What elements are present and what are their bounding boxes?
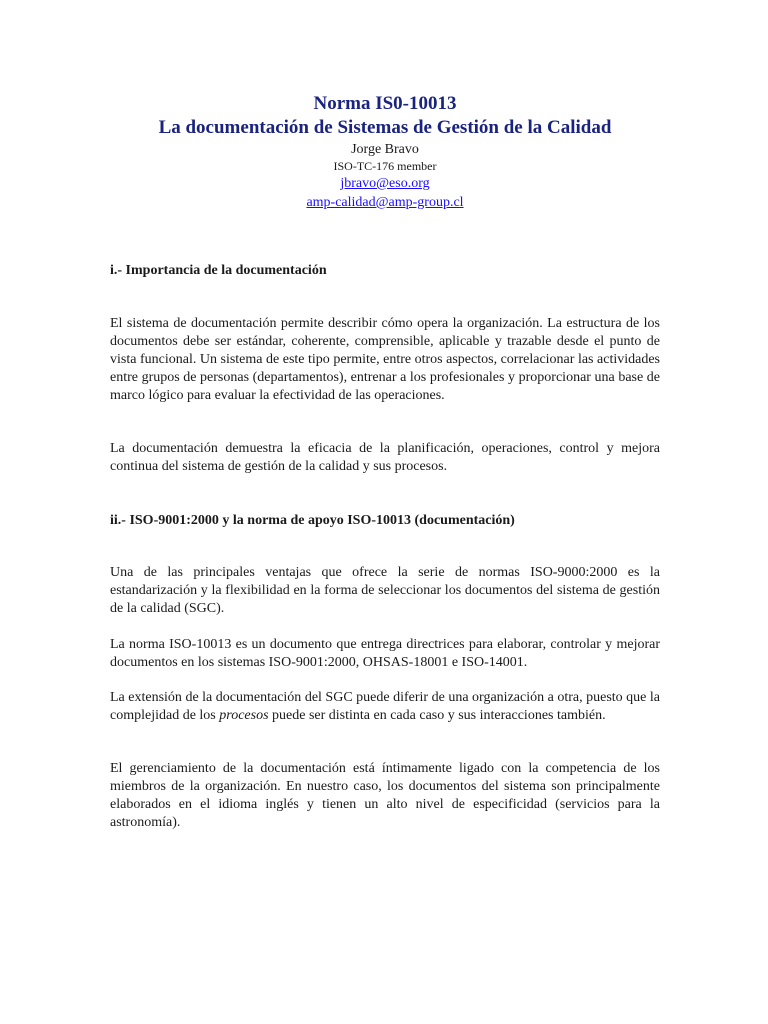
author-affiliation: ISO-TC-176 member <box>333 159 437 173</box>
section1-paragraph-1: El sistema de documentación permite describir cómo opera la organización. La estructura de los documentos debe ser estándar, coherente, comprensible, aplicable y trazable desde el punto de vista funcional. Un sistema de este tipo permite, entre otros aspectos, correlacionar las actividades entre grupos de personas (departamentos), entrenar a los profesionales y proporcionar una base de marco lógico para evaluar la efectividad de las operaciones. <box>110 316 660 403</box>
document-subtitle: La documentación de Sistemas de Gestión de la Calidad <box>158 117 612 138</box>
email-link-amp-calidad[interactable]: amp-calidad@amp-group.cl <box>306 195 464 210</box>
section2-paragraph-2: La norma ISO-10013 es un documento que entrega directrices para elaborar, controlar y mejorar documentos en los sistemas ISO-9001:2000, OHSAS-18001 e ISO-14001. <box>110 637 660 670</box>
section1-heading: i.- Importancia de la documentación <box>110 263 327 278</box>
section2-paragraph-3-text-start: La extensión de la documentación del SGC puede diferir de una organización a otra, puesto que la complejidad de los <box>110 690 660 723</box>
section2-paragraph-4: El gerenciamiento de la documentación está íntimamente ligado con la competencia de los miembros de la organización. En nuestro caso, los documentos del sistema son principalmente elaborados en el idioma inglés y tienen un alto nivel de especificidad (servicios para la astronomía). <box>110 761 660 830</box>
document-title: Norma IS0-10013 <box>313 93 457 114</box>
section2-heading: ii.- ISO-9001:2000 y la norma de apoyo ISO-10013 (documentación) <box>110 513 515 528</box>
section2-paragraph-1: Una de las principales ventajas que ofrece la serie de normas ISO-9000:2000 es la estandarización y la flexibilidad en la forma de seleccionar los documentos del sistema de gestión de la calidad (SGC). <box>110 565 660 616</box>
author-name: Jorge Bravo <box>351 142 419 157</box>
section2-paragraph-3-italic: procesos <box>219 708 269 723</box>
section1-paragraph-2: La documentación demuestra la eficacia de la planificación, operaciones, control y mejora continua del sistema de gestión de la calidad y sus procesos. <box>110 441 660 474</box>
section2-paragraph-3 <box>110 689 660 725</box>
document-page <box>110 0 660 830</box>
title-block <box>110 92 660 212</box>
email-link-jbravo[interactable]: jbravo@eso.org <box>340 176 430 191</box>
section2-paragraph-3-text-end: puede ser distinta en cada caso y sus interacciones también. <box>268 708 606 723</box>
